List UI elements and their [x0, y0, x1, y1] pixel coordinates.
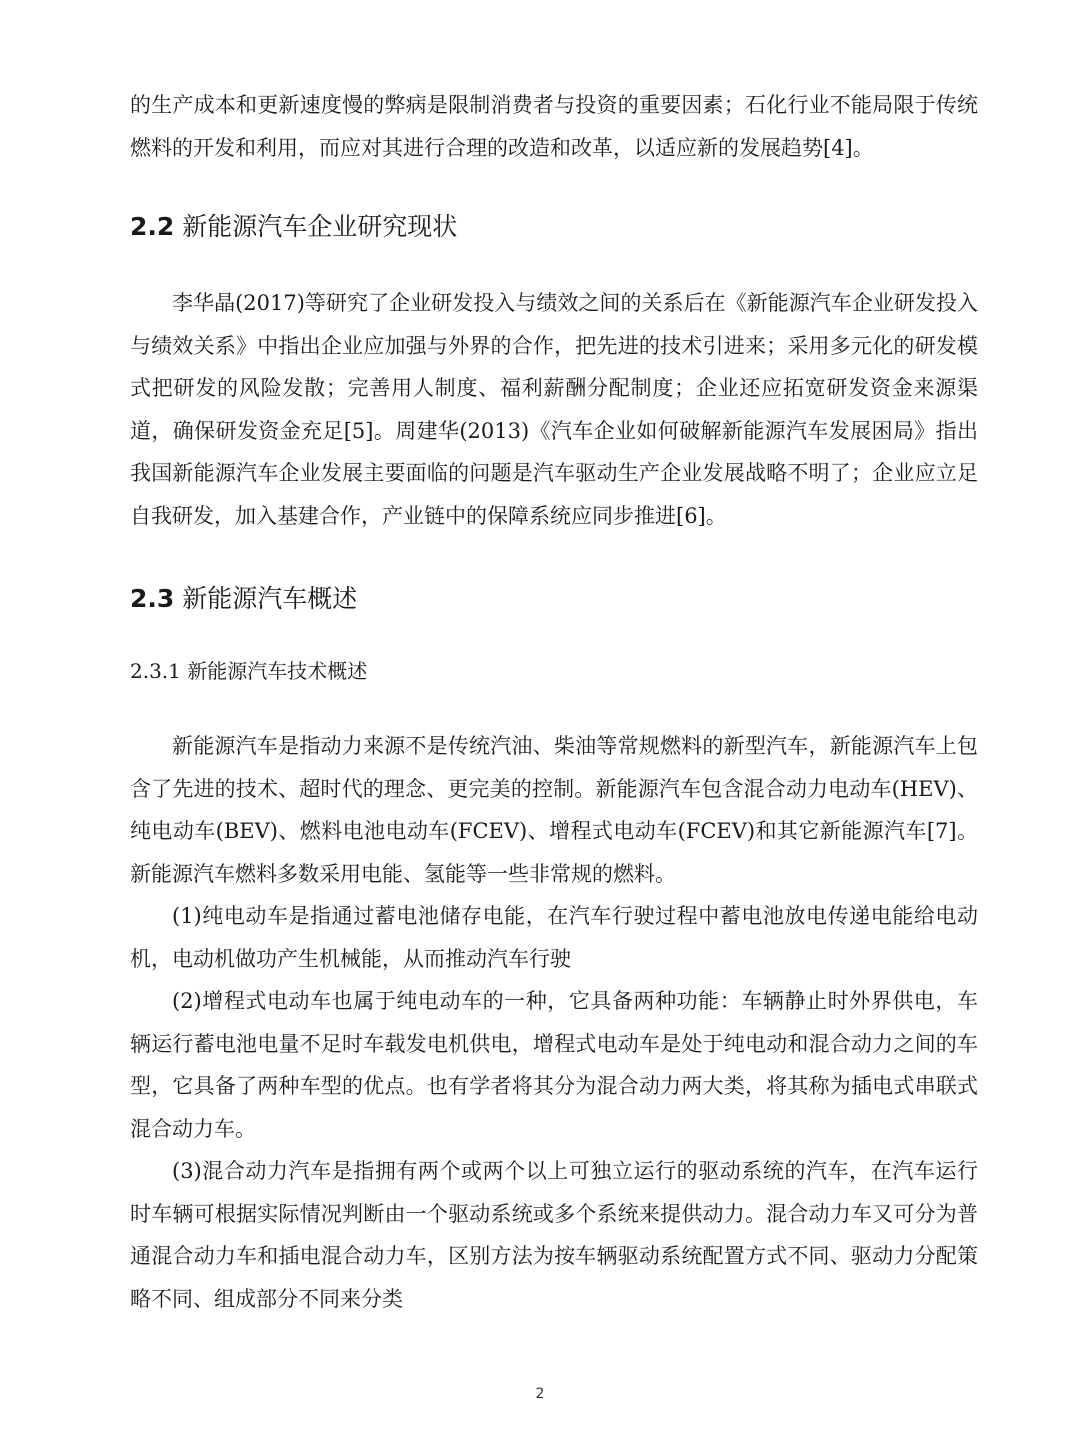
- section-2-2-paragraph: 李华晶(2017)等研究了企业研发投入与绩效之间的关系后在《新能源汽车企业研发投入与绩效关系》中指出企业应加强与外界的合作，把先进的技术引进来；采用多元化的研发模式把研发的风险发散；完善用人制度、福利薪酬分配制度；企业还应拓宽研发资金来源渠道，确保研发资金充足[5]。周建华(2013)《汽车企业如何破解新能源汽车发展困局》指出我国新能源汽车企业发展主要面临的问题是汽车驱动生产企业发展战略不明了；企业应立足自我研发，加入基建合作，产业链中的保障系统应同步推进[6]。: [130, 291, 978, 528]
- paragraph: 新能源汽车是指动力来源不是传统汽油、柴油等常规燃料的新型汽车，新能源汽车上包含了先进的技术、超时代的理念、更完美的控制。新能源汽车包含混合动力电动车(HEV)、纯电动车(BEV)、燃料电池电动车(FCEV)、增程式电动车(FCEV)和其它新能源汽车[7]。新能源汽车燃料多数采用电能、氢能等一些非常规的燃料。: [130, 734, 978, 886]
- section-number: 2.3: [130, 584, 175, 613]
- page-number: 2: [535, 1386, 545, 1402]
- paragraph: (1)纯电动车是指通过蓄电池储存电能，在汽车行驶过程中蓄电池放电传递电能给电动机，电动机做功产生机械能，从而推动汽车行驶: [130, 904, 978, 971]
- section-title: 新能源汽车概述: [182, 584, 358, 613]
- section-heading-2-3: [130, 579, 978, 619]
- section-heading-2-2: [130, 207, 978, 247]
- paragraph: (3)混合动力汽车是指拥有两个或两个以上可独立运行的驱动系统的汽车，在汽车运行时车辆可根据实际情况判断由一个驱动系统或多个系统来提供动力。混合动力车又可分为普通混合动力车和插电混合动力车，区别方法为按车辆驱动系统配置方式不同、驱动力分配策略不同、组成部分不同来分类: [130, 1159, 978, 1311]
- section-number: 2.2: [130, 212, 175, 241]
- subsection-heading-2-3-1: 2.3.1 新能源汽车技术概述: [130, 659, 368, 683]
- intro-paragraph: 的生产成本和更新速度慢的弊病是限制消费者与投资的重要因素；石化行业不能局限于传统燃料的开发和利用，而应对其进行合理的改造和改革，以适应新的发展趋势[4]。: [130, 93, 978, 160]
- section-title: 新能源汽车企业研究现状: [182, 212, 458, 241]
- page-content: [130, 84, 978, 1320]
- paragraph: (2)增程式电动车也属于纯电动车的一种，它具备两种功能：车辆静止时外界供电，车辆运行蓄电池电量不足时车载发电机供电，增程式电动车是处于纯电动和混合动力之间的车型，它具备了两种车型的优点。也有学者将其分为混合动力两大类，将其称为插电式串联式混合动力车。: [130, 989, 978, 1141]
